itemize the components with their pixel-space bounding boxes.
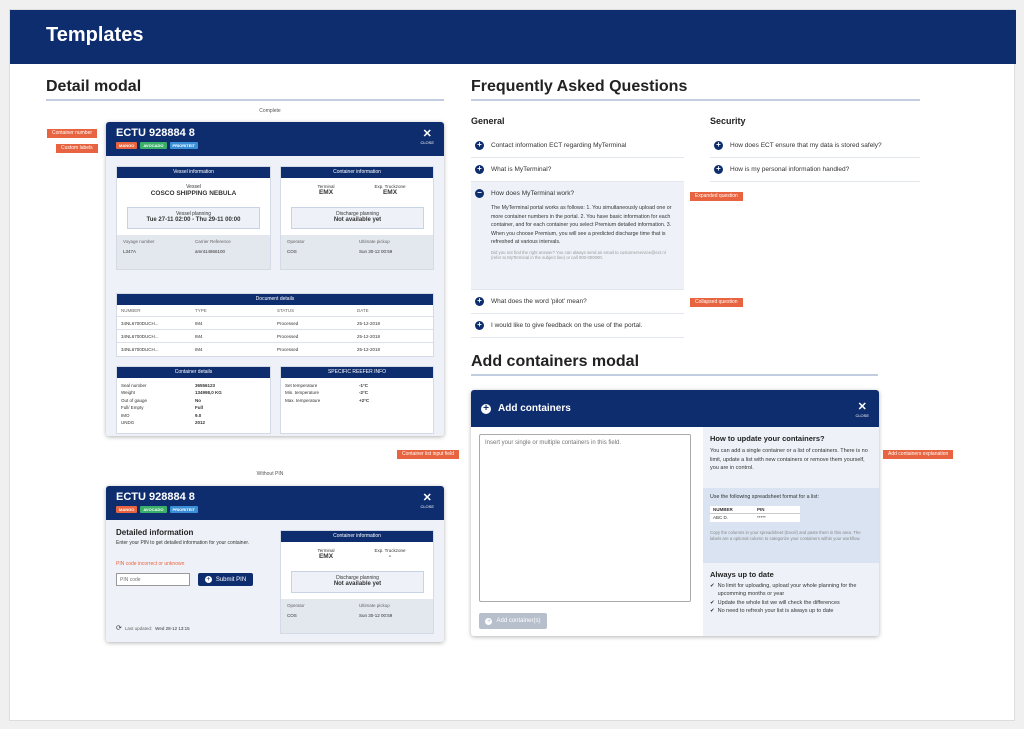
page-title: Templates	[46, 24, 144, 46]
plus-circle-icon: +	[475, 297, 484, 306]
plus-circle-icon: +	[481, 404, 491, 414]
terminal-value: EMX	[318, 189, 334, 196]
tag-container-list-input: Container list input field	[397, 450, 459, 459]
vessel-info-box	[116, 166, 271, 270]
reefer-info-header: SPECIFIC REEFER INFO	[281, 367, 433, 378]
detail-modal-without-pin	[106, 486, 444, 642]
reefer-keys: Set temperature Min. temperature Max. temperature	[285, 383, 321, 403]
container-details-keys: Seal number Weight Out of gauge Full/ Empty IMO UNDG	[121, 383, 148, 426]
always-list	[710, 582, 871, 615]
detailed-text: Enter your PIN to get detailed information for your container.	[116, 540, 250, 546]
how-title: How to update your containers?	[710, 434, 825, 443]
label-mango: MANGO	[116, 142, 137, 149]
page-header	[10, 10, 1016, 64]
vessel-planning-value: Tue 27-11 02:00 - Thu 29-11 00:00	[146, 217, 241, 223]
plus-icon: +	[206, 576, 211, 583]
container-details-header: Container details	[117, 367, 270, 378]
explanation-panel	[703, 427, 879, 636]
section-title-add: Add containers modal	[471, 353, 640, 370]
list-item: ✔ No need to refresh your list is always up to date	[710, 607, 834, 614]
format-panel	[703, 488, 879, 563]
caption-complete: Complete	[259, 108, 281, 114]
reefer-values: -1°C -2°C +2°C	[359, 383, 370, 403]
tag-collapsed-question: Collapsed question	[690, 298, 743, 307]
container-info-box: Container information Terminal EMX Exp. Truckzone EMX Discharge planning Not available yet Operator COS Ultimate pickup Sun 30-12 00:59	[280, 166, 434, 270]
tag-add-containers-explanation: Add containers explanation	[883, 450, 953, 459]
container-info-header: Container information	[281, 531, 433, 542]
modal-header	[106, 486, 444, 520]
how-text: You can add a single container or a list of containers. There is no limit, update a list with new containers or remove them yourself, you are in control.	[710, 448, 868, 471]
list-item: ✔ No limit for uploading, upload your whole planning for the upcomming months or year	[710, 583, 857, 598]
always-title: Always up to date	[710, 570, 774, 579]
tag-container-number: Container number	[47, 129, 97, 138]
pin-error: PIN code incorrect or unknown	[116, 561, 185, 567]
faq-answer: The MyTerminal portal works as follows: 1. You simultaneously upload one or more container numbers in the portal. 2. You have basic information for each container, and for each container you select Premium detailed information. 3. When you choose Premium, you will see a predicted discharge time that is refreshed at various intervals.	[491, 205, 672, 246]
section-rule	[471, 99, 920, 101]
container-list-input[interactable]	[479, 434, 691, 602]
modal-body	[106, 520, 444, 642]
copy-text: Copy the columns in your spreadsheet (Excel) and paste them in this area. The labels are a optional column to categorize your containers within your workflow.	[710, 530, 861, 541]
check-icon: ✔	[710, 583, 715, 589]
faq-answer-note: Did you not find the right answer? You can always send an email to customerservice@ect.nl (refer to MyTerminal in the subject line) or call 000-000000.	[491, 249, 666, 261]
label-avocado: AVOCADO	[140, 506, 166, 513]
tag-expanded-question: Expanded question	[690, 192, 743, 201]
container-info-box: Container information Terminal EMX Exp. Truckzone - Discharge planning Not available yet Operator COS Ultimate pickup Sun 30-12 00:59	[280, 530, 434, 634]
discharge-planning: Discharge planning Not available yet	[291, 571, 424, 593]
table-row[interactable]: 34NL6700DUCH... IM4 Processed 25-12-2018	[117, 331, 433, 343]
page-frame	[9, 9, 1015, 721]
document-header-row: NUMBER TYPE STATUS DATE	[117, 305, 433, 317]
check-icon: ✔	[710, 607, 715, 614]
vessel-footer: Voyage number L347A Carrier Reference amnt14866100	[117, 235, 270, 269]
caption-without-pin: Without PIN	[256, 471, 284, 477]
container-info-header: Container information	[281, 167, 433, 178]
close-icon: ✕	[857, 401, 867, 413]
format-table: NUMBER PIN ABC D. *****	[710, 506, 800, 522]
vessel-label: Vessel	[186, 184, 201, 190]
plus-icon: +	[486, 617, 492, 625]
table-row[interactable]: 34NL6700DUCH... IM4 Processed 25-12-2018	[121, 347, 381, 352]
container-details-values: 36556123 134998,0 KG No Full 9.0 2012	[195, 383, 222, 426]
faq-question[interactable]: + What is MyTerminal?	[471, 158, 684, 182]
container-number: ECTU 928884 8	[116, 127, 195, 139]
close-icon: ✕	[422, 492, 432, 504]
table-row[interactable]: 34NL6700DUCH... IM4 Processed 25-12-2018	[117, 318, 433, 330]
document-details-header: Document details	[117, 294, 433, 305]
format-text: Use the following spreadsheet format for a list:	[710, 494, 819, 500]
add-containers-modal	[471, 390, 879, 636]
last-updated: ⟳ Last updated: Wed 28-12 13:15	[116, 625, 190, 632]
container-info-footer: Operator COS Ultimate pickup Sun 30-12 00:59	[281, 599, 433, 633]
reefer-info-box	[280, 366, 434, 434]
section-title-detail: Detail modal	[46, 78, 142, 95]
label-avocado: AVOCADO	[140, 142, 166, 149]
close-button[interactable]: ✕ CLOSE	[855, 401, 869, 418]
vessel-info-header: Vessel information	[117, 167, 270, 178]
truckzone-value: -	[388, 553, 392, 560]
faq-question[interactable]: + Contact information ECT regarding MyTerminal	[471, 134, 684, 158]
minus-circle-icon: −	[475, 189, 484, 198]
custom-labels	[116, 142, 434, 149]
plus-circle-icon: +	[475, 321, 484, 330]
faq-question[interactable]: + I would like to give feedback on the use of the portal.	[471, 314, 684, 338]
tag-custom-labels: Custom labels	[56, 144, 98, 153]
plus-circle-icon: +	[714, 141, 723, 150]
label-mango: MANGO	[116, 506, 137, 513]
vessel-name: COSCO SHIPPING NEBULA	[150, 190, 237, 197]
add-containers-button[interactable]: + Add container(s)	[479, 613, 547, 629]
faq-expanded-question[interactable]: − How does MyTerminal work? The MyTerminal portal works as follows: 1. You simultaneously upload one or more container numbers in the portal. 2. You have basic information for each container, and for each container you select Premium detailed information. 3. When you choose Premium, you will see a predicted discharge time that is refreshed at various intervals. Did you not find the right answer? You can always send an email to customerservice@ect.nl (refer to MyTerminal in the subject line) or call 000-000000.	[471, 182, 684, 290]
faq-security-title: Security	[710, 116, 746, 126]
faq-general-title: General	[471, 116, 505, 126]
plus-circle-icon: +	[714, 165, 723, 174]
plus-circle-icon: +	[475, 141, 484, 150]
vessel-planning: Vessel planning Tue 27-11 02:00 - Thu 29-11 00:00	[127, 207, 260, 229]
truckzone-value: EMX	[382, 189, 398, 196]
modal-title: Add containers	[498, 403, 571, 414]
modal-header	[471, 390, 879, 427]
detailed-title: Detailed information	[116, 528, 194, 537]
section-title-faq: Frequently Asked Questions	[471, 78, 688, 95]
plus-circle-icon: +	[475, 165, 484, 174]
discharge-planning: Discharge planning Not available yet	[291, 207, 424, 229]
list-item: ✔ Update the whole list we will check the differences	[710, 599, 840, 606]
modal-body	[106, 156, 444, 436]
close-icon: ✕	[422, 128, 432, 140]
faq-question[interactable]: + How does ECT ensure that my data is stored safely?	[710, 134, 920, 158]
container-info-footer: Operator COS Ultimate pickup Sun 30-12 00:59	[281, 235, 433, 269]
check-icon: ✔	[710, 599, 715, 606]
modal-header	[106, 122, 444, 156]
terminal-value: EMX	[318, 553, 334, 560]
faq-question[interactable]: + How is my personal information handled?	[710, 158, 920, 182]
close-button[interactable]: ✕ CLOSE	[420, 492, 434, 509]
container-details-box	[116, 366, 271, 434]
pin-input[interactable]	[116, 573, 190, 586]
detail-modal-complete	[106, 122, 444, 436]
faq-question[interactable]: + What does the word 'pilot' mean?	[471, 290, 684, 314]
refresh-icon[interactable]: ⟳	[116, 625, 122, 632]
label-prioriteit: PRIORITEIT	[170, 142, 198, 149]
close-button[interactable]: ✕ CLOSE	[420, 128, 434, 145]
submit-pin-button[interactable]: + Submit PIN	[198, 573, 253, 586]
container-number: ECTU 928884 8	[116, 491, 195, 503]
custom-labels	[116, 506, 434, 513]
document-details-box	[116, 293, 434, 357]
section-rule	[46, 99, 444, 101]
section-rule	[471, 374, 878, 376]
label-prioriteit: PRIORITEIT	[170, 506, 198, 513]
